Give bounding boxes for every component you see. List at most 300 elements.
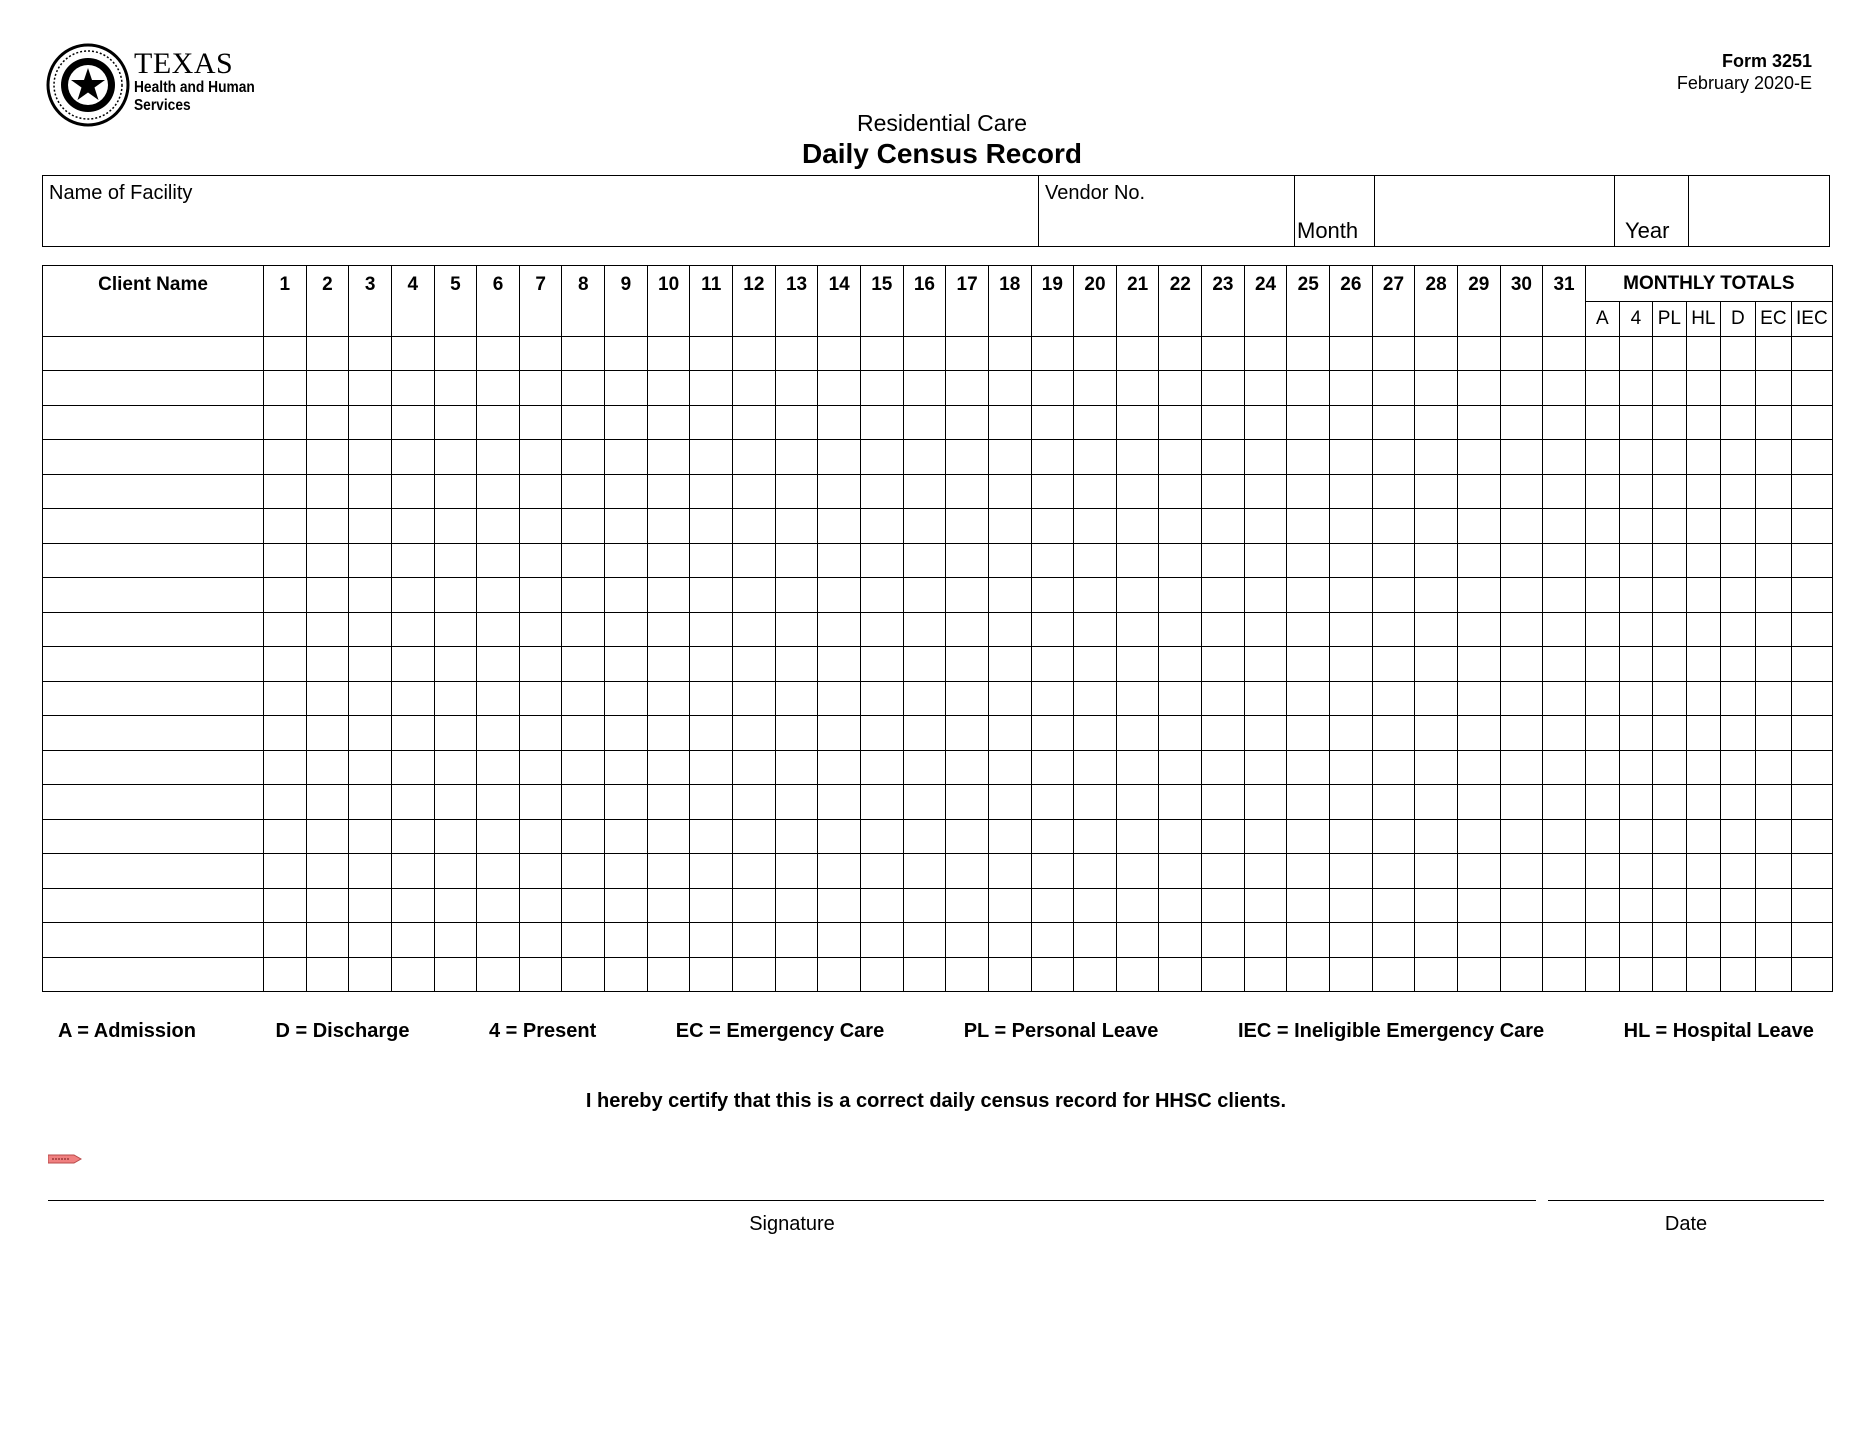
day-11-cell[interactable]	[690, 888, 733, 923]
day-9-cell[interactable]	[605, 578, 648, 613]
day-30-cell[interactable]	[1500, 509, 1543, 544]
day-18-cell[interactable]	[988, 612, 1031, 647]
day-14-cell[interactable]	[818, 957, 861, 992]
day-1-cell[interactable]	[264, 819, 307, 854]
total-hl-cell[interactable]	[1686, 957, 1720, 992]
day-22-cell[interactable]	[1159, 681, 1202, 716]
day-28-cell[interactable]	[1415, 957, 1458, 992]
day-30-cell[interactable]	[1500, 612, 1543, 647]
day-6-cell[interactable]	[477, 957, 520, 992]
day-26-cell[interactable]	[1330, 440, 1373, 475]
total-d-cell[interactable]	[1720, 854, 1755, 889]
day-25-cell[interactable]	[1287, 785, 1330, 820]
day-16-cell[interactable]	[903, 854, 946, 889]
day-17-cell[interactable]	[946, 681, 989, 716]
day-12-cell[interactable]	[733, 888, 776, 923]
client-name-cell[interactable]	[43, 474, 264, 509]
day-21-cell[interactable]	[1116, 681, 1159, 716]
total-iec-cell[interactable]	[1791, 405, 1832, 440]
day-23-cell[interactable]	[1202, 785, 1245, 820]
total-pl-cell[interactable]	[1652, 750, 1686, 785]
day-29-cell[interactable]	[1457, 681, 1500, 716]
facility-name-field[interactable]	[43, 176, 1038, 246]
day-7-cell[interactable]	[519, 957, 562, 992]
day-29-cell[interactable]	[1457, 716, 1500, 751]
day-11-cell[interactable]	[690, 819, 733, 854]
day-14-cell[interactable]	[818, 440, 861, 475]
client-name-cell[interactable]	[43, 647, 264, 682]
day-12-cell[interactable]	[733, 405, 776, 440]
total-ec-cell[interactable]	[1755, 681, 1791, 716]
total-iec-cell[interactable]	[1791, 509, 1832, 544]
day-24-cell[interactable]	[1244, 440, 1287, 475]
day-1-cell[interactable]	[264, 543, 307, 578]
day-19-cell[interactable]	[1031, 440, 1074, 475]
total-d-cell[interactable]	[1720, 371, 1755, 406]
day-19-cell[interactable]	[1031, 509, 1074, 544]
day-8-cell[interactable]	[562, 612, 605, 647]
day-29-cell[interactable]	[1457, 371, 1500, 406]
day-23-cell[interactable]	[1202, 923, 1245, 958]
day-15-cell[interactable]	[860, 923, 903, 958]
day-6-cell[interactable]	[477, 578, 520, 613]
day-11-cell[interactable]	[690, 578, 733, 613]
total-iec-cell[interactable]	[1791, 336, 1832, 371]
day-23-cell[interactable]	[1202, 957, 1245, 992]
total-ec-cell[interactable]	[1755, 854, 1791, 889]
day-3-cell[interactable]	[349, 578, 392, 613]
day-12-cell[interactable]	[733, 336, 776, 371]
day-7-cell[interactable]	[519, 440, 562, 475]
day-22-cell[interactable]	[1159, 888, 1202, 923]
day-6-cell[interactable]	[477, 440, 520, 475]
day-11-cell[interactable]	[690, 750, 733, 785]
total-d-cell[interactable]	[1720, 336, 1755, 371]
total-ec-cell[interactable]	[1755, 716, 1791, 751]
total-pl-cell[interactable]	[1652, 716, 1686, 751]
day-21-cell[interactable]	[1116, 612, 1159, 647]
day-16-cell[interactable]	[903, 647, 946, 682]
total-a-cell[interactable]	[1585, 854, 1619, 889]
total-a-cell[interactable]	[1585, 405, 1619, 440]
day-3-cell[interactable]	[349, 819, 392, 854]
day-2-cell[interactable]	[306, 888, 349, 923]
total-a-cell[interactable]	[1585, 888, 1619, 923]
day-26-cell[interactable]	[1330, 612, 1373, 647]
day-23-cell[interactable]	[1202, 578, 1245, 613]
day-23-cell[interactable]	[1202, 440, 1245, 475]
day-26-cell[interactable]	[1330, 716, 1373, 751]
day-26-cell[interactable]	[1330, 819, 1373, 854]
day-25-cell[interactable]	[1287, 750, 1330, 785]
day-19-cell[interactable]	[1031, 923, 1074, 958]
day-15-cell[interactable]	[860, 819, 903, 854]
day-19-cell[interactable]	[1031, 957, 1074, 992]
day-10-cell[interactable]	[647, 578, 690, 613]
day-14-cell[interactable]	[818, 405, 861, 440]
day-29-cell[interactable]	[1457, 440, 1500, 475]
day-29-cell[interactable]	[1457, 957, 1500, 992]
day-4-cell[interactable]	[391, 888, 434, 923]
total-4-cell[interactable]	[1619, 750, 1652, 785]
total-4-cell[interactable]	[1619, 405, 1652, 440]
day-6-cell[interactable]	[477, 647, 520, 682]
day-17-cell[interactable]	[946, 474, 989, 509]
day-9-cell[interactable]	[605, 647, 648, 682]
day-23-cell[interactable]	[1202, 750, 1245, 785]
day-29-cell[interactable]	[1457, 647, 1500, 682]
day-21-cell[interactable]	[1116, 716, 1159, 751]
total-iec-cell[interactable]	[1791, 681, 1832, 716]
total-pl-cell[interactable]	[1652, 888, 1686, 923]
day-2-cell[interactable]	[306, 716, 349, 751]
total-iec-cell[interactable]	[1791, 440, 1832, 475]
total-d-cell[interactable]	[1720, 923, 1755, 958]
total-pl-cell[interactable]	[1652, 785, 1686, 820]
day-23-cell[interactable]	[1202, 336, 1245, 371]
day-29-cell[interactable]	[1457, 888, 1500, 923]
day-20-cell[interactable]	[1074, 785, 1117, 820]
day-23-cell[interactable]	[1202, 371, 1245, 406]
day-13-cell[interactable]	[775, 474, 818, 509]
day-3-cell[interactable]	[349, 336, 392, 371]
day-11-cell[interactable]	[690, 543, 733, 578]
day-1-cell[interactable]	[264, 336, 307, 371]
day-18-cell[interactable]	[988, 474, 1031, 509]
total-a-cell[interactable]	[1585, 819, 1619, 854]
day-7-cell[interactable]	[519, 716, 562, 751]
day-2-cell[interactable]	[306, 543, 349, 578]
month-field[interactable]	[1374, 176, 1614, 246]
day-23-cell[interactable]	[1202, 543, 1245, 578]
total-d-cell[interactable]	[1720, 681, 1755, 716]
day-30-cell[interactable]	[1500, 681, 1543, 716]
day-5-cell[interactable]	[434, 647, 477, 682]
day-13-cell[interactable]	[775, 509, 818, 544]
day-1-cell[interactable]	[264, 785, 307, 820]
day-18-cell[interactable]	[988, 854, 1031, 889]
total-a-cell[interactable]	[1585, 647, 1619, 682]
day-11-cell[interactable]	[690, 509, 733, 544]
day-8-cell[interactable]	[562, 750, 605, 785]
day-23-cell[interactable]	[1202, 819, 1245, 854]
total-hl-cell[interactable]	[1686, 750, 1720, 785]
day-16-cell[interactable]	[903, 957, 946, 992]
total-hl-cell[interactable]	[1686, 647, 1720, 682]
day-31-cell[interactable]	[1543, 440, 1586, 475]
day-5-cell[interactable]	[434, 819, 477, 854]
total-4-cell[interactable]	[1619, 509, 1652, 544]
day-7-cell[interactable]	[519, 923, 562, 958]
total-d-cell[interactable]	[1720, 578, 1755, 613]
day-13-cell[interactable]	[775, 336, 818, 371]
day-6-cell[interactable]	[477, 819, 520, 854]
day-3-cell[interactable]	[349, 888, 392, 923]
day-15-cell[interactable]	[860, 750, 903, 785]
total-pl-cell[interactable]	[1652, 509, 1686, 544]
day-2-cell[interactable]	[306, 509, 349, 544]
day-30-cell[interactable]	[1500, 957, 1543, 992]
day-14-cell[interactable]	[818, 612, 861, 647]
day-5-cell[interactable]	[434, 854, 477, 889]
client-name-cell[interactable]	[43, 819, 264, 854]
day-8-cell[interactable]	[562, 923, 605, 958]
day-15-cell[interactable]	[860, 543, 903, 578]
day-13-cell[interactable]	[775, 578, 818, 613]
client-name-cell[interactable]	[43, 371, 264, 406]
day-22-cell[interactable]	[1159, 819, 1202, 854]
total-iec-cell[interactable]	[1791, 854, 1832, 889]
day-24-cell[interactable]	[1244, 785, 1287, 820]
day-19-cell[interactable]	[1031, 474, 1074, 509]
total-ec-cell[interactable]	[1755, 509, 1791, 544]
day-1-cell[interactable]	[264, 888, 307, 923]
client-name-cell[interactable]	[43, 716, 264, 751]
total-hl-cell[interactable]	[1686, 681, 1720, 716]
day-18-cell[interactable]	[988, 578, 1031, 613]
day-17-cell[interactable]	[946, 543, 989, 578]
day-6-cell[interactable]	[477, 371, 520, 406]
day-11-cell[interactable]	[690, 474, 733, 509]
day-12-cell[interactable]	[733, 578, 776, 613]
total-ec-cell[interactable]	[1755, 750, 1791, 785]
total-pl-cell[interactable]	[1652, 923, 1686, 958]
day-4-cell[interactable]	[391, 336, 434, 371]
client-name-cell[interactable]	[43, 612, 264, 647]
day-28-cell[interactable]	[1415, 578, 1458, 613]
day-8-cell[interactable]	[562, 647, 605, 682]
day-1-cell[interactable]	[264, 440, 307, 475]
day-24-cell[interactable]	[1244, 647, 1287, 682]
total-d-cell[interactable]	[1720, 888, 1755, 923]
day-22-cell[interactable]	[1159, 371, 1202, 406]
total-a-cell[interactable]	[1585, 509, 1619, 544]
total-a-cell[interactable]	[1585, 543, 1619, 578]
day-4-cell[interactable]	[391, 509, 434, 544]
day-24-cell[interactable]	[1244, 681, 1287, 716]
day-6-cell[interactable]	[477, 405, 520, 440]
day-21-cell[interactable]	[1116, 336, 1159, 371]
day-3-cell[interactable]	[349, 405, 392, 440]
total-4-cell[interactable]	[1619, 371, 1652, 406]
total-hl-cell[interactable]	[1686, 371, 1720, 406]
day-7-cell[interactable]	[519, 647, 562, 682]
day-14-cell[interactable]	[818, 750, 861, 785]
total-4-cell[interactable]	[1619, 543, 1652, 578]
day-20-cell[interactable]	[1074, 681, 1117, 716]
day-16-cell[interactable]	[903, 923, 946, 958]
day-16-cell[interactable]	[903, 716, 946, 751]
day-31-cell[interactable]	[1543, 681, 1586, 716]
day-25-cell[interactable]	[1287, 612, 1330, 647]
day-8-cell[interactable]	[562, 819, 605, 854]
day-28-cell[interactable]	[1415, 819, 1458, 854]
day-19-cell[interactable]	[1031, 681, 1074, 716]
day-22-cell[interactable]	[1159, 612, 1202, 647]
day-13-cell[interactable]	[775, 888, 818, 923]
day-15-cell[interactable]	[860, 578, 903, 613]
day-25-cell[interactable]	[1287, 578, 1330, 613]
day-12-cell[interactable]	[733, 854, 776, 889]
day-14-cell[interactable]	[818, 888, 861, 923]
day-29-cell[interactable]	[1457, 819, 1500, 854]
day-5-cell[interactable]	[434, 716, 477, 751]
day-5-cell[interactable]	[434, 509, 477, 544]
total-d-cell[interactable]	[1720, 543, 1755, 578]
day-6-cell[interactable]	[477, 785, 520, 820]
day-18-cell[interactable]	[988, 405, 1031, 440]
total-a-cell[interactable]	[1585, 785, 1619, 820]
day-14-cell[interactable]	[818, 336, 861, 371]
day-26-cell[interactable]	[1330, 543, 1373, 578]
day-26-cell[interactable]	[1330, 854, 1373, 889]
day-16-cell[interactable]	[903, 440, 946, 475]
day-3-cell[interactable]	[349, 440, 392, 475]
day-13-cell[interactable]	[775, 681, 818, 716]
day-22-cell[interactable]	[1159, 405, 1202, 440]
day-4-cell[interactable]	[391, 750, 434, 785]
total-d-cell[interactable]	[1720, 819, 1755, 854]
total-d-cell[interactable]	[1720, 509, 1755, 544]
day-10-cell[interactable]	[647, 405, 690, 440]
day-16-cell[interactable]	[903, 612, 946, 647]
day-5-cell[interactable]	[434, 888, 477, 923]
day-1-cell[interactable]	[264, 405, 307, 440]
day-27-cell[interactable]	[1372, 888, 1415, 923]
day-15-cell[interactable]	[860, 474, 903, 509]
day-8-cell[interactable]	[562, 888, 605, 923]
day-5-cell[interactable]	[434, 336, 477, 371]
day-4-cell[interactable]	[391, 716, 434, 751]
day-16-cell[interactable]	[903, 336, 946, 371]
year-field[interactable]	[1688, 176, 1831, 246]
day-28-cell[interactable]	[1415, 405, 1458, 440]
day-26-cell[interactable]	[1330, 578, 1373, 613]
day-27-cell[interactable]	[1372, 854, 1415, 889]
day-13-cell[interactable]	[775, 854, 818, 889]
day-19-cell[interactable]	[1031, 785, 1074, 820]
day-9-cell[interactable]	[605, 819, 648, 854]
day-24-cell[interactable]	[1244, 923, 1287, 958]
total-pl-cell[interactable]	[1652, 612, 1686, 647]
day-19-cell[interactable]	[1031, 750, 1074, 785]
day-3-cell[interactable]	[349, 371, 392, 406]
day-9-cell[interactable]	[605, 957, 648, 992]
day-24-cell[interactable]	[1244, 578, 1287, 613]
day-7-cell[interactable]	[519, 681, 562, 716]
total-pl-cell[interactable]	[1652, 543, 1686, 578]
day-3-cell[interactable]	[349, 681, 392, 716]
day-30-cell[interactable]	[1500, 647, 1543, 682]
day-10-cell[interactable]	[647, 716, 690, 751]
day-1-cell[interactable]	[264, 509, 307, 544]
day-4-cell[interactable]	[391, 923, 434, 958]
day-31-cell[interactable]	[1543, 509, 1586, 544]
day-15-cell[interactable]	[860, 336, 903, 371]
day-15-cell[interactable]	[860, 612, 903, 647]
day-20-cell[interactable]	[1074, 957, 1117, 992]
day-18-cell[interactable]	[988, 543, 1031, 578]
client-name-cell[interactable]	[43, 923, 264, 958]
day-13-cell[interactable]	[775, 716, 818, 751]
day-2-cell[interactable]	[306, 681, 349, 716]
total-4-cell[interactable]	[1619, 716, 1652, 751]
total-hl-cell[interactable]	[1686, 716, 1720, 751]
total-hl-cell[interactable]	[1686, 440, 1720, 475]
day-20-cell[interactable]	[1074, 716, 1117, 751]
day-24-cell[interactable]	[1244, 509, 1287, 544]
day-13-cell[interactable]	[775, 612, 818, 647]
day-4-cell[interactable]	[391, 474, 434, 509]
total-4-cell[interactable]	[1619, 854, 1652, 889]
day-20-cell[interactable]	[1074, 440, 1117, 475]
day-28-cell[interactable]	[1415, 647, 1458, 682]
day-9-cell[interactable]	[605, 474, 648, 509]
day-19-cell[interactable]	[1031, 336, 1074, 371]
day-19-cell[interactable]	[1031, 819, 1074, 854]
day-14-cell[interactable]	[818, 854, 861, 889]
day-2-cell[interactable]	[306, 819, 349, 854]
day-4-cell[interactable]	[391, 785, 434, 820]
total-d-cell[interactable]	[1720, 716, 1755, 751]
day-30-cell[interactable]	[1500, 405, 1543, 440]
day-29-cell[interactable]	[1457, 785, 1500, 820]
day-10-cell[interactable]	[647, 474, 690, 509]
day-1-cell[interactable]	[264, 612, 307, 647]
day-22-cell[interactable]	[1159, 957, 1202, 992]
total-4-cell[interactable]	[1619, 819, 1652, 854]
client-name-cell[interactable]	[43, 750, 264, 785]
day-24-cell[interactable]	[1244, 716, 1287, 751]
day-29-cell[interactable]	[1457, 543, 1500, 578]
day-15-cell[interactable]	[860, 957, 903, 992]
day-8-cell[interactable]	[562, 785, 605, 820]
day-16-cell[interactable]	[903, 888, 946, 923]
day-24-cell[interactable]	[1244, 405, 1287, 440]
total-ec-cell[interactable]	[1755, 543, 1791, 578]
day-9-cell[interactable]	[605, 336, 648, 371]
day-4-cell[interactable]	[391, 647, 434, 682]
day-17-cell[interactable]	[946, 750, 989, 785]
total-a-cell[interactable]	[1585, 681, 1619, 716]
day-26-cell[interactable]	[1330, 957, 1373, 992]
day-18-cell[interactable]	[988, 716, 1031, 751]
day-17-cell[interactable]	[946, 336, 989, 371]
day-27-cell[interactable]	[1372, 785, 1415, 820]
day-28-cell[interactable]	[1415, 612, 1458, 647]
day-17-cell[interactable]	[946, 854, 989, 889]
day-28-cell[interactable]	[1415, 854, 1458, 889]
total-a-cell[interactable]	[1585, 716, 1619, 751]
total-d-cell[interactable]	[1720, 957, 1755, 992]
total-iec-cell[interactable]	[1791, 750, 1832, 785]
total-hl-cell[interactable]	[1686, 819, 1720, 854]
total-hl-cell[interactable]	[1686, 854, 1720, 889]
day-12-cell[interactable]	[733, 957, 776, 992]
day-11-cell[interactable]	[690, 923, 733, 958]
day-8-cell[interactable]	[562, 509, 605, 544]
day-27-cell[interactable]	[1372, 681, 1415, 716]
day-14-cell[interactable]	[818, 819, 861, 854]
day-3-cell[interactable]	[349, 716, 392, 751]
day-17-cell[interactable]	[946, 785, 989, 820]
day-29-cell[interactable]	[1457, 750, 1500, 785]
day-2-cell[interactable]	[306, 440, 349, 475]
client-name-cell[interactable]	[43, 854, 264, 889]
day-26-cell[interactable]	[1330, 681, 1373, 716]
day-11-cell[interactable]	[690, 854, 733, 889]
client-name-cell[interactable]	[43, 578, 264, 613]
